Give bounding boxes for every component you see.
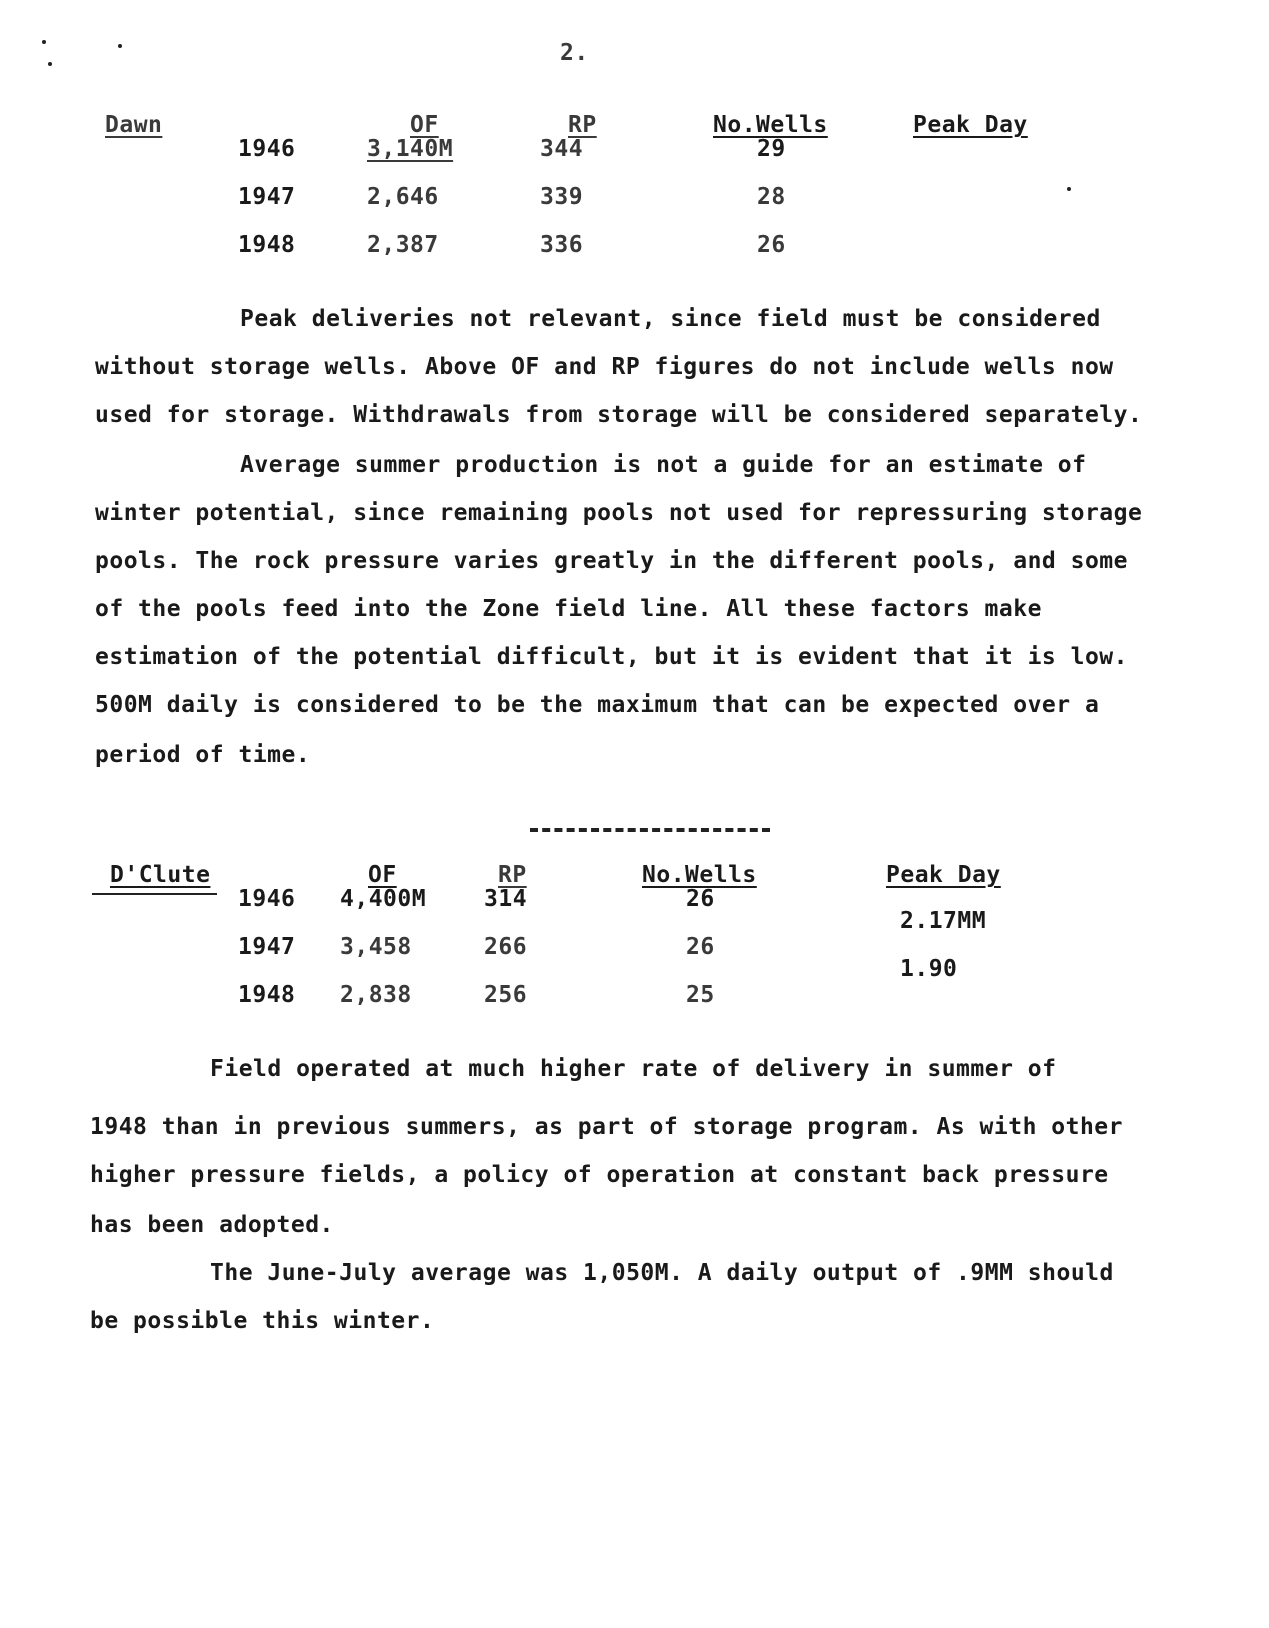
dclute-of-header: OF <box>368 862 397 888</box>
dclute-wells-1948: 25 <box>686 982 715 1008</box>
text-line: Average summer production is not a guide for an estimate of <box>240 452 1087 478</box>
dawn-wells-header: No.Wells <box>713 112 828 138</box>
text-line: without storage wells. Above OF and RP figures do not include wells now <box>95 354 1114 380</box>
dclute-rp-1947: 266 <box>484 934 528 960</box>
dawn-wells-1948: 26 <box>757 232 786 258</box>
text-line: has been adopted. <box>90 1212 334 1238</box>
dawn-rp-header: RP <box>568 112 597 138</box>
text-line: of the pools feed into the Zone field line. All these factors make <box>95 596 1042 622</box>
scan-speck <box>48 62 52 66</box>
dclute-year-1947: 1947 <box>238 934 296 960</box>
dawn-field-label: Dawn <box>105 112 163 138</box>
dawn-rp-1947: 339 <box>540 184 584 210</box>
dawn-of-header: OF <box>410 112 439 138</box>
section-separator <box>530 828 770 832</box>
dclute-wells-1946: 26 <box>686 886 715 912</box>
text-line: used for storage. Withdrawals from storage will be considered separately. <box>95 402 1143 428</box>
dclute-of-1947: 3,458 <box>340 934 412 960</box>
text-line: Peak deliveries not relevant, since field must be considered <box>240 306 1101 332</box>
dclute-peak-1948: 1.90 <box>900 956 958 982</box>
dclute-wells-header: No.Wells <box>642 862 757 888</box>
text-line: 500M daily is considered to be the maximum that can be expected over a <box>95 692 1100 718</box>
dclute-of-1948: 2,838 <box>340 982 412 1008</box>
dawn-of-1948: 2,387 <box>367 232 439 258</box>
dawn-year-1948: 1948 <box>238 232 296 258</box>
text-line: Field operated at much higher rate of delivery in summer of <box>210 1056 1057 1082</box>
dclute-year-1948: 1948 <box>238 982 296 1008</box>
text-line: The June-July average was 1,050M. A daily output of .9MM should <box>210 1260 1114 1286</box>
dawn-year-1946: 1946 <box>238 136 296 162</box>
dawn-rp-1948: 336 <box>540 232 584 258</box>
dawn-rp-1946: 344 <box>540 136 584 162</box>
dclute-field-label: D'Clute <box>110 862 211 888</box>
text-line: be possible this winter. <box>90 1308 435 1334</box>
dclute-peak-1947: 2.17MM <box>900 908 987 934</box>
dclute-peak-header: Peak Day <box>886 862 1001 888</box>
dclute-wells-1947: 26 <box>686 934 715 960</box>
text-line: period of time. <box>95 742 311 768</box>
dawn-peak-header: Peak Day <box>913 112 1028 138</box>
dclute-rp-header: RP <box>498 862 527 888</box>
dawn-year-1947: 1947 <box>238 184 296 210</box>
text-line: 1948 than in previous summers, as part of storage program. As with other <box>90 1114 1123 1140</box>
dclute-label-underline <box>92 893 217 895</box>
dclute-of-1946: 4,400M <box>340 886 427 912</box>
dclute-rp-1948: 256 <box>484 982 528 1008</box>
scan-speck <box>118 44 122 48</box>
text-line: winter potential, since remaining pools not used for repressuring storage <box>95 500 1143 526</box>
dawn-wells-1946: 29 <box>757 136 786 162</box>
scan-speck <box>1067 187 1071 191</box>
text-line: estimation of the potential difficult, but it is evident that it is low. <box>95 644 1128 670</box>
dawn-of-1947: 2,646 <box>367 184 439 210</box>
page-number: 2. <box>560 40 589 66</box>
scan-speck <box>42 40 46 44</box>
dawn-wells-1947: 28 <box>757 184 786 210</box>
text-line: higher pressure fields, a policy of operation at constant back pressure <box>90 1162 1109 1188</box>
dclute-year-1946: 1946 <box>238 886 296 912</box>
text-line: pools. The rock pressure varies greatly in the different pools, and some <box>95 548 1128 574</box>
dclute-rp-1946: 314 <box>484 886 528 912</box>
dawn-of-1946: 3,140M <box>367 136 454 162</box>
